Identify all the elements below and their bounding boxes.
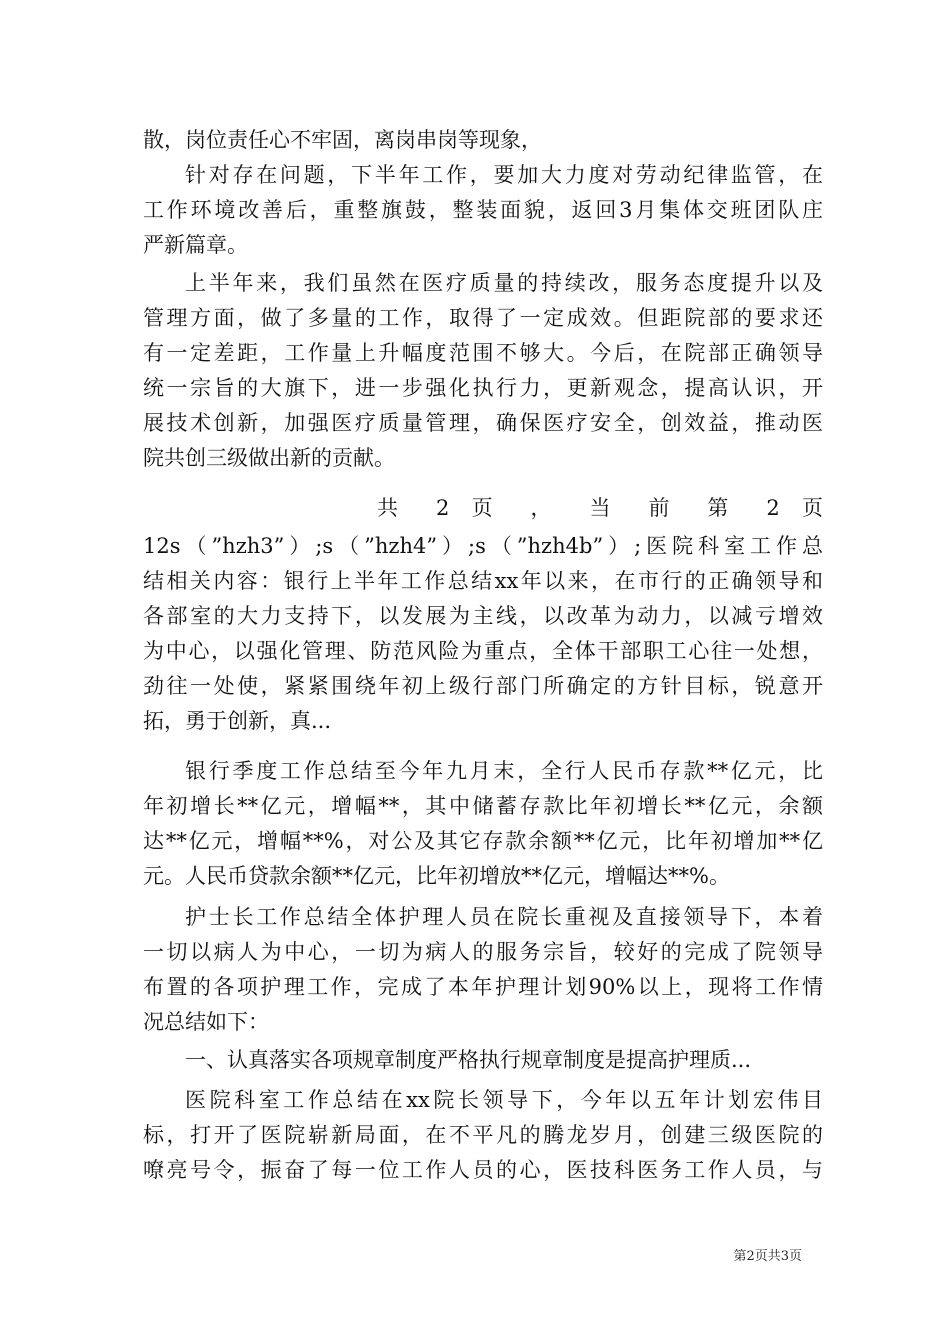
body-text-line: 一切以病人为中心，一切为病人的服务宗旨，较好的完成了院领导: [143, 940, 823, 964]
body-text-line: 嘹亮号令，振奋了每一位工作人员的心，医技科医务工作人员，与: [143, 1158, 823, 1182]
body-text-line: 拓，勇于创新，真...: [143, 709, 332, 733]
body-text-line: 劲往一处使，紧紧围绕年初上级行部门所确定的方针目标，锐意开: [143, 674, 823, 698]
body-text-line: 展技术创新，加强医疗质量管理，确保医疗安全，创效益，推动医: [143, 411, 823, 435]
body-text-line: 统一宗旨的大旗下，进一步强化执行力，更新观念，提高认识，开: [143, 376, 823, 400]
body-text-line: 达**亿元，增幅**%，对公及其它存款余额**亿元，比年初增加**亿: [143, 829, 823, 853]
body-text-line: 结相关内容：银行上半年工作总结xx年以来，在市行的正确领导和: [143, 569, 823, 593]
body-text-line: 为中心，以强化管理、防范风险为重点，全体干部职工心往一处想，: [143, 639, 823, 663]
body-text-line: 各部室的大力支持下，以发展为主线，以改革为动力，以减亏增效: [143, 604, 823, 628]
paragraph-first-line: 针对存在问题，下半年工作，要加大力度对劳动纪律监管，在: [185, 163, 823, 187]
body-text-line: 元。人民币贷款余额**亿元，比年初增放**亿元，增幅达**%。: [143, 864, 730, 888]
paragraph-first-line: 护士长工作总结全体护理人员在院长重视及直接领导下，本着: [185, 905, 823, 929]
paragraph-first-line: 银行季度工作总结至今年九月末，全行人民币存款**亿元，比: [185, 759, 823, 783]
body-text-line: 散，岗位责任心不牢固，离岗串岗等现象，: [143, 128, 542, 152]
body-text-line: 布置的各项护理工作，完成了本年护理计划90%以上，现将工作情: [143, 975, 823, 999]
body-text-line: 有一定差距，工作量上升幅度范围不够大。今后，在院部正确领导: [143, 341, 823, 365]
body-text-line: 严新篇章。: [143, 233, 248, 257]
body-text-line: 工作环境改善后，重整旗鼓，整装面貌，返回3月集体交班团队庄: [143, 198, 823, 222]
body-text-line: 管理方面，做了多量的工作，取得了一定成效。但距院部的要求还: [143, 306, 823, 330]
paragraph-first-line: 上半年来，我们虽然在医疗质量的持续改，服务态度提升以及: [185, 271, 823, 295]
paragraph-first-line: 一、认真落实各项规章制度严格执行规章制度是提高护理质...: [185, 1048, 752, 1072]
body-text-line: 12s（”hzh3”）;s（”hzh4”）;s（”hzh4b”）;医院科室工作总: [143, 534, 823, 558]
paragraph-first-line: 医院科室工作总结在xx院长领导下，今年以五年计划宏伟目: [185, 1088, 823, 1112]
body-text-line: 标，打开了医院崭新局面，在不平凡的腾龙岁月，创建三级医院的: [143, 1123, 823, 1147]
body-text-line: 况总结如下：: [143, 1010, 269, 1034]
page-number-footer: 第2页共3页: [733, 1249, 802, 1264]
page-counter-text: 共 2 页 ， 当 前 第 2 页: [377, 496, 823, 520]
body-text-line: 年初增长**亿元，增幅**，其中储蓄存款比年初增长**亿元，余额: [143, 794, 823, 818]
body-text-line: 院共创三级做出新的贡献。: [143, 446, 395, 470]
